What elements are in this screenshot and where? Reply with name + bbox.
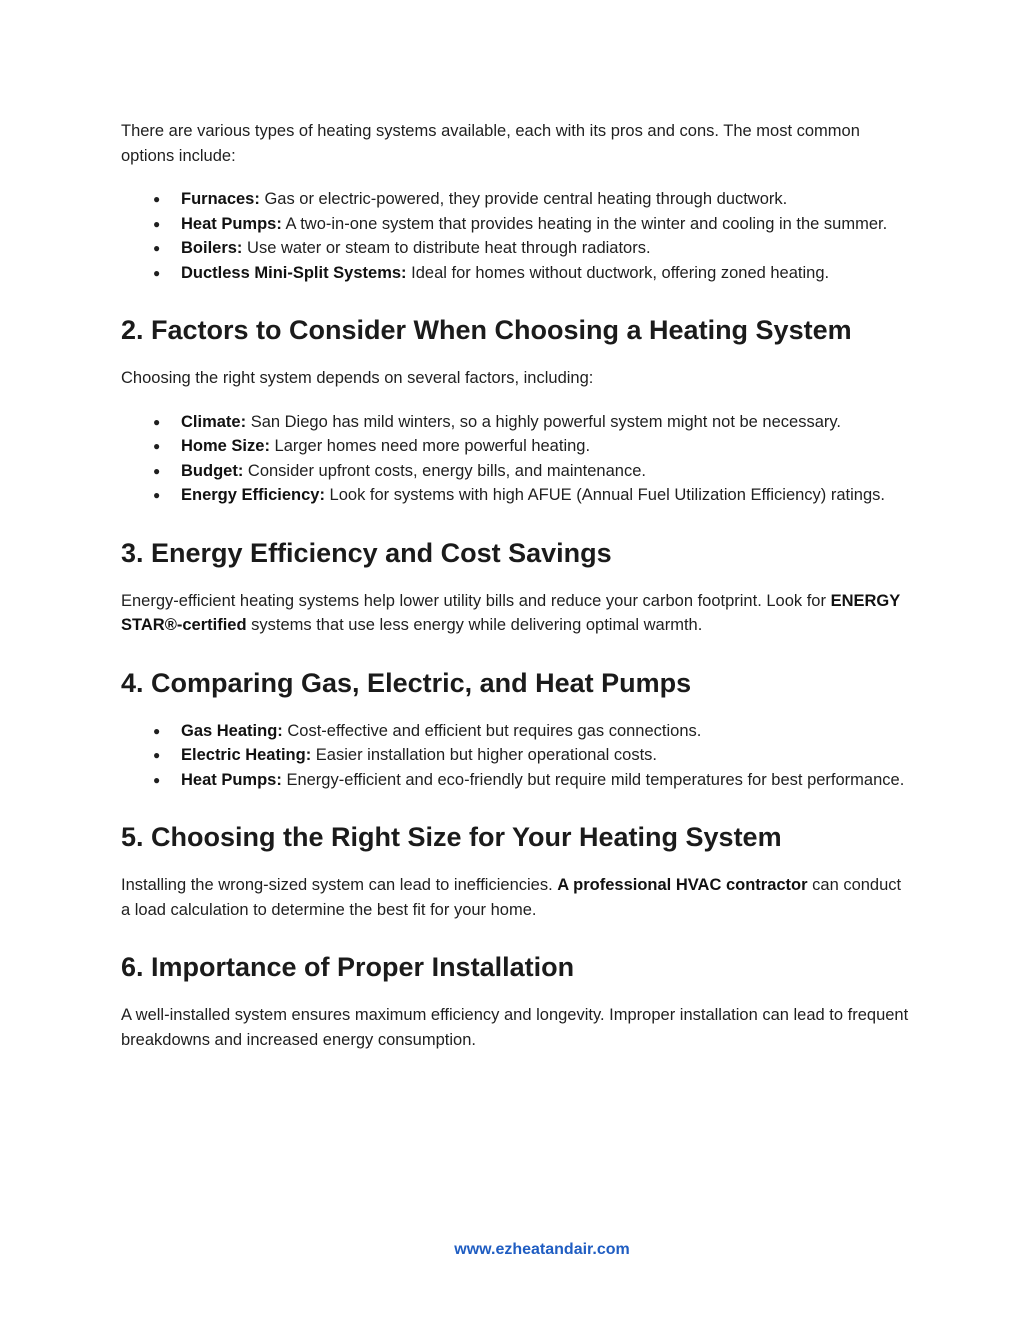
bullet-icon: ● [153,439,161,453]
list-item-term: Energy Efficiency: [181,486,325,504]
section-heading: 3. Energy Efficiency and Cost Savings [121,537,612,568]
list-item-term: Ductless Mini-Split Systems: [181,263,407,282]
list-item-term: Budget: [181,461,244,480]
section-heading: 2. Factors to Consider When Choosing a Heating System [121,315,852,345]
list-item [121,768,911,793]
paragraph-emphasis: A professional HVAC contractor [557,876,808,894]
bullet-icon: ● [153,463,161,478]
list-item-text: Gas or electric-powered, they provide central heating through ductwork. [259,190,788,208]
bullet-icon: ● [153,772,161,787]
list-item-text: Energy-efficient and eco-friendly but require mild temperatures for best performance. [281,770,905,789]
bullet-icon: ● [153,488,161,502]
list-item [121,743,911,768]
list-item-text: Larger homes need more powerful heating. [269,437,591,455]
bullet-icon: ● [153,216,161,231]
bullet-icon: ● [153,192,161,206]
intro-paragraph: There are various types of heating systems available, each with its pros and cons. The most common options include: [121,122,860,165]
bullet-icon: ● [153,241,161,255]
paragraph-text: can conduct a load calculation to determine the best fit for your home. [121,876,902,919]
list-item-text: Easier installation but higher operational costs. [311,746,658,764]
section-paragraph [121,873,911,922]
list-item [121,236,911,261]
paragraph-text: Installing the wrong-sized system can lead to inefficiencies. [121,876,558,894]
list-item-term: Furnaces: [181,190,260,208]
section-heading: 4. Comparing Gas, Electric, and Heat Pumps [121,667,692,698]
bullet-icon: ● [153,265,161,280]
list-item [121,410,911,435]
list-item-term: Boilers: [181,239,243,257]
section-paragraph [121,589,911,638]
list-item [121,719,911,744]
list-item-term: Heat Pumps: [181,214,282,233]
list-item-term: Heat Pumps: [181,770,282,789]
list-item-term: Home Size: [181,437,270,455]
list-item-text: Ideal for homes without ductwork, offering zoned heating. [406,263,830,282]
list-item-text: Use water or steam to distribute heat through radiators. [242,239,651,257]
list-item [121,261,911,286]
section-heading: 6. Importance of Proper Installation [121,952,575,982]
list-item-term: Gas Heating: [181,721,283,740]
bullet-icon: ● [153,414,161,429]
list-item-text: Consider upfront costs, energy bills, and maintenance. [243,461,646,480]
paragraph-emphasis: ENERGY STAR®-certified [121,591,900,634]
list-item-text: San Diego has mild winters, so a highly powerful system might not be necessary. [246,412,841,431]
heating-types-list [121,187,911,285]
paragraph-text: systems that use less energy while delivering optimal warmth. [246,616,703,634]
list-item [121,434,911,459]
list-item [121,483,911,508]
list-item-term: Electric Heating: [181,746,312,764]
footer [0,1241,1024,1259]
section-paragraph: Choosing the right system depends on several factors, including: [121,369,594,387]
list-item-text: Cost-effective and efficient but requires gas connections. [282,721,702,740]
comparison-list [121,719,911,793]
website-link[interactable]: www.ezheatandair.com [454,1241,630,1258]
list-item [121,459,911,484]
list-item-text: A two-in-one system that provides heating in the winter and cooling in the summer. [281,214,888,233]
section-paragraph: A well-installed system ensures maximum efficiency and longevity. Improper installation can lead to frequent breakdowns and increased energy consumption. [121,1006,909,1049]
bullet-icon: ● [153,723,161,738]
paragraph-text: Energy-efficient heating systems help lower utility bills and reduce your carbon footprint. Look for [121,591,831,610]
list-item [121,187,911,212]
document-content [121,119,911,1052]
list-item-term: Climate: [181,412,247,431]
section-heading: 5. Choosing the Right Size for Your Heating System [121,822,782,852]
factors-list [121,410,911,508]
list-item [121,212,911,237]
list-item-text: Look for systems with high AFUE (Annual Fuel Utilization Efficiency) ratings. [324,486,885,504]
bullet-icon: ● [153,748,161,762]
